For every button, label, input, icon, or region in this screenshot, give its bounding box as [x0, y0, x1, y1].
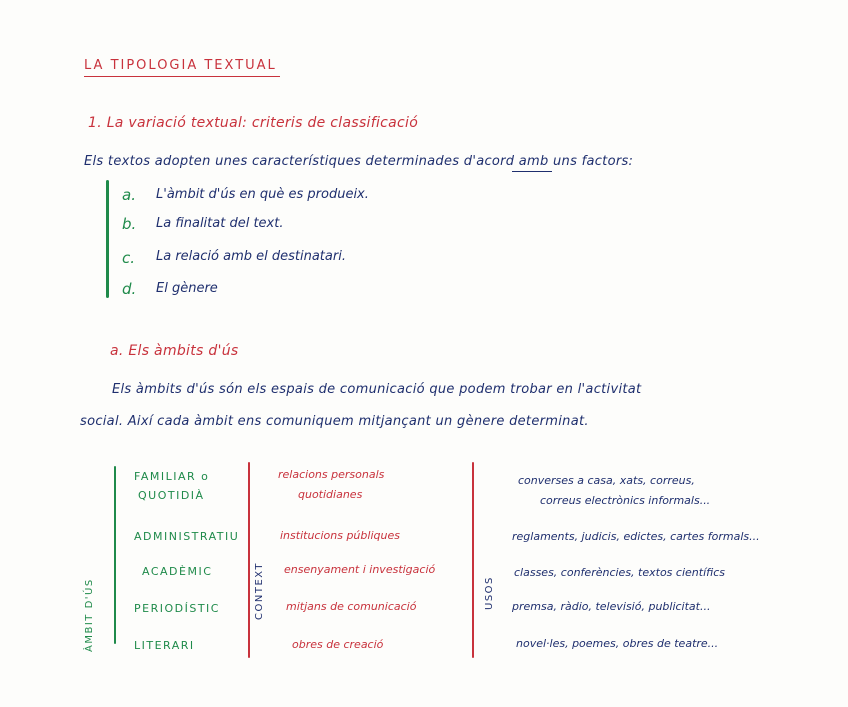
context-cell: institucions públiques [280, 529, 400, 542]
usos-cell: premsa, ràdio, televisió, publicitat... [512, 600, 711, 613]
ambit-cell: FAMILIAR o [134, 470, 210, 483]
factor-text: La relació amb el destinatari. [156, 249, 346, 264]
page-title: LA TIPOLOGIA TEXTUAL [84, 58, 277, 73]
section-1-heading: 1. La variació textual: criteris de classificació [88, 115, 419, 131]
factor-letter: c. [122, 249, 136, 267]
intro-text: Els textos adopten unes característiques determinades d'acord amb uns factors: [84, 154, 634, 169]
usos-cell: novel·les, poemes, obres de teatre... [516, 637, 719, 650]
context-side-label: CONTEXT [254, 561, 265, 620]
factor-text: La finalitat del text. [156, 216, 284, 231]
section-a-heading: a. Els àmbits d'ús [110, 343, 239, 359]
usos-cell: reglaments, judicis, edictes, cartes formals... [512, 530, 760, 543]
usos-cell: converses a casa, xats, correus, [518, 474, 695, 487]
usos-cell: classes, conferències, textos científics [514, 566, 726, 579]
usos-side-label: USOS [484, 576, 495, 610]
paragraph-line-2: social. Així cada àmbit ens comuniquem mitjançant un gènere determinat. [80, 414, 589, 429]
context-cell: ensenyament i investigació [284, 563, 436, 576]
factor-letter: b. [122, 215, 137, 233]
table-divider-2 [472, 462, 474, 658]
factor-text: L'àmbit d'ús en què es produeix. [156, 187, 369, 202]
table-divider-1 [248, 462, 250, 658]
ambit-cell: ADMINISTRATIU [134, 530, 240, 543]
ambit-side-label: ÀMBIT D'ÚS [84, 578, 95, 652]
context-cell: mitjans de comunicació [286, 600, 417, 613]
factors-bracket [106, 180, 109, 298]
factor-letter: a. [122, 186, 136, 204]
usos-cell: correus electrònics informals... [540, 494, 711, 507]
ambit-cell: QUOTIDIÀ [138, 489, 205, 502]
context-cell: obres de creació [292, 638, 384, 651]
ambit-cell: ACADÈMIC [142, 565, 213, 578]
ambit-cell: PERIODÍSTIC [134, 602, 220, 615]
factor-letter: d. [122, 280, 137, 298]
factor-text: El gènere [156, 281, 218, 296]
paragraph-line-1: Els àmbits d'ús són els espais de comunicació que podem trobar en l'activitat [112, 382, 642, 397]
table-left-line [114, 466, 116, 644]
intro-underline [512, 171, 552, 172]
title-underline [84, 76, 280, 77]
context-cell: relacions personals [278, 468, 385, 481]
ambit-cell: LITERARI [134, 639, 195, 652]
context-cell: quotidianes [298, 488, 363, 501]
